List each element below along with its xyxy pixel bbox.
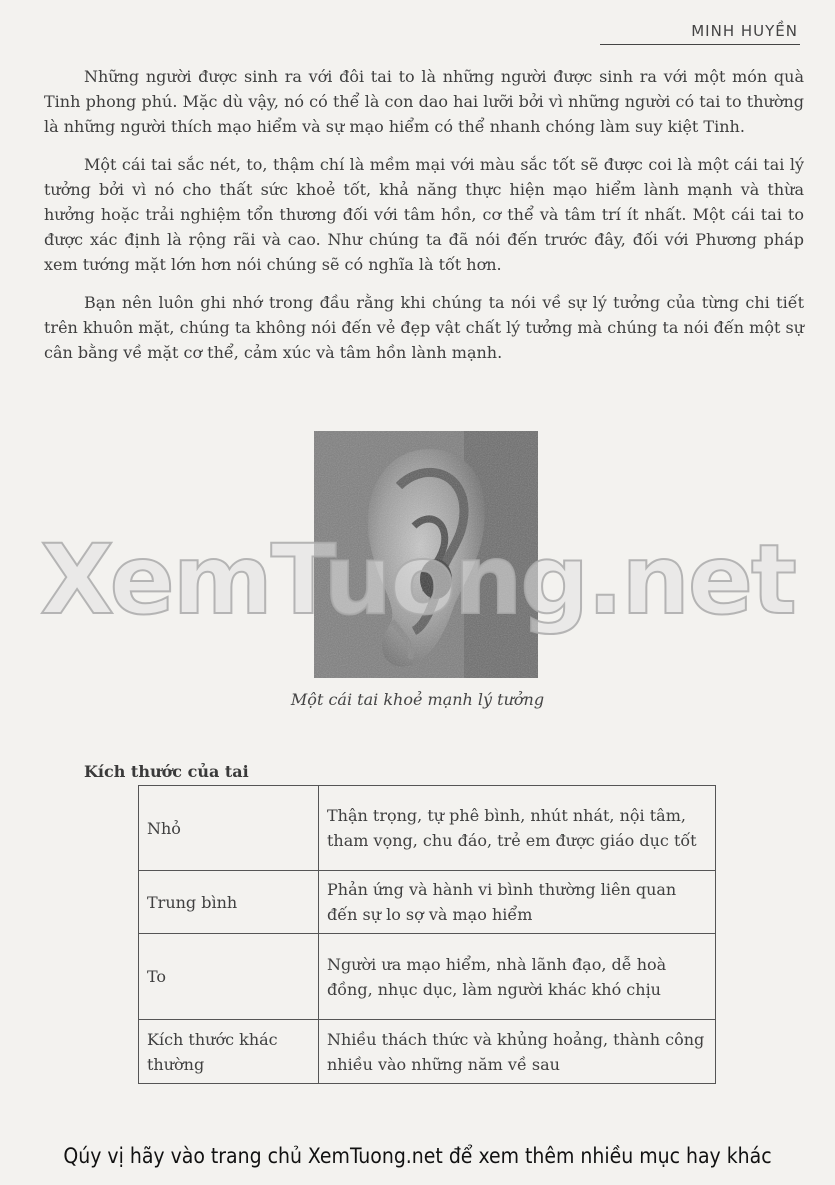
figure-caption: Một cái tai khoẻ mạnh lý tưởng — [290, 690, 545, 709]
table-title: Kích thước của tai — [84, 762, 249, 781]
author-name: MINH HUYỀN — [691, 22, 798, 40]
size-cell: Nhỏ — [139, 786, 319, 871]
meaning-cell: Người ưa mạo hiểm, nhà lãnh đạo, dễ hoà đồng, nhục dục, làm người khác khó chịu — [319, 934, 716, 1020]
table-row — [139, 1020, 716, 1084]
meaning-cell: Phản ứng và hành vi bình thường liên quan đến sự lo sợ và mạo hiểm — [319, 871, 716, 934]
size-cell: Trung bình — [139, 871, 319, 934]
paragraph: Một cái tai sắc nét, to, thậm chí là mềm mại với màu sắc tốt sẽ được coi là một cái tai lý tưởng bởi vì nó cho thất sức khoẻ tốt, khả năng thực hiện mạo hiểm lành mạnh và thừa hưởng hoặc trải nghiệm tổn thương đối với tâm hồn, cơ thể và tâm trí ít nhất. Một cái tai to được xác định là rộng rãi và cao. Như chúng ta đã nói đến trước đây, đối với Phương pháp xem tướng mặt lớn hơn nói chúng sẽ có nghĩa là tốt hơn. — [44, 155, 804, 274]
size-cell: Kích thước khác thường — [139, 1020, 319, 1084]
meaning-cell: Nhiều thách thức và khủng hoảng, thành công nhiều vào những năm về sau — [319, 1020, 716, 1084]
footer-link-text: Qúy vị hãy vào trang chủ XemTuong.net để xem thêm nhiều mục hay khác — [63, 1144, 772, 1168]
size-cell: To — [139, 934, 319, 1020]
page-header — [600, 20, 800, 45]
table-row — [139, 871, 716, 934]
watermark: XemTuong.net — [40, 524, 795, 636]
paragraph: Bạn nên luôn ghi nhớ trong đầu rằng khi chúng ta nói về sự lý tưởng của từng chi tiết trên khuôn mặt, chúng ta không nói đến vẻ đẹp vật chất lý tưởng mà chúng ta nói đến một sự cân bằng về mặt cơ thể, cảm xúc và tâm hồn lành mạnh. — [44, 293, 804, 362]
meaning-cell: Thận trọng, tự phê bình, nhút nhát, nội tâm, tham vọng, chu đáo, trẻ em được giáo dục tốt — [319, 786, 716, 871]
table-row — [139, 786, 716, 871]
paragraph: Những người được sinh ra với đôi tai to là những người được sinh ra với một món quà Tinh phong phú. Mặc dù vậy, nó có thể là con dao hai lưỡi bởi vì những người có tai to thường là những người thích mạo hiểm và sự mạo hiểm có thể nhanh chóng làm suy kiệt Tinh. — [44, 67, 804, 136]
ear-size-table — [138, 785, 716, 1084]
table-row — [139, 934, 716, 1020]
body-text — [44, 64, 804, 378]
